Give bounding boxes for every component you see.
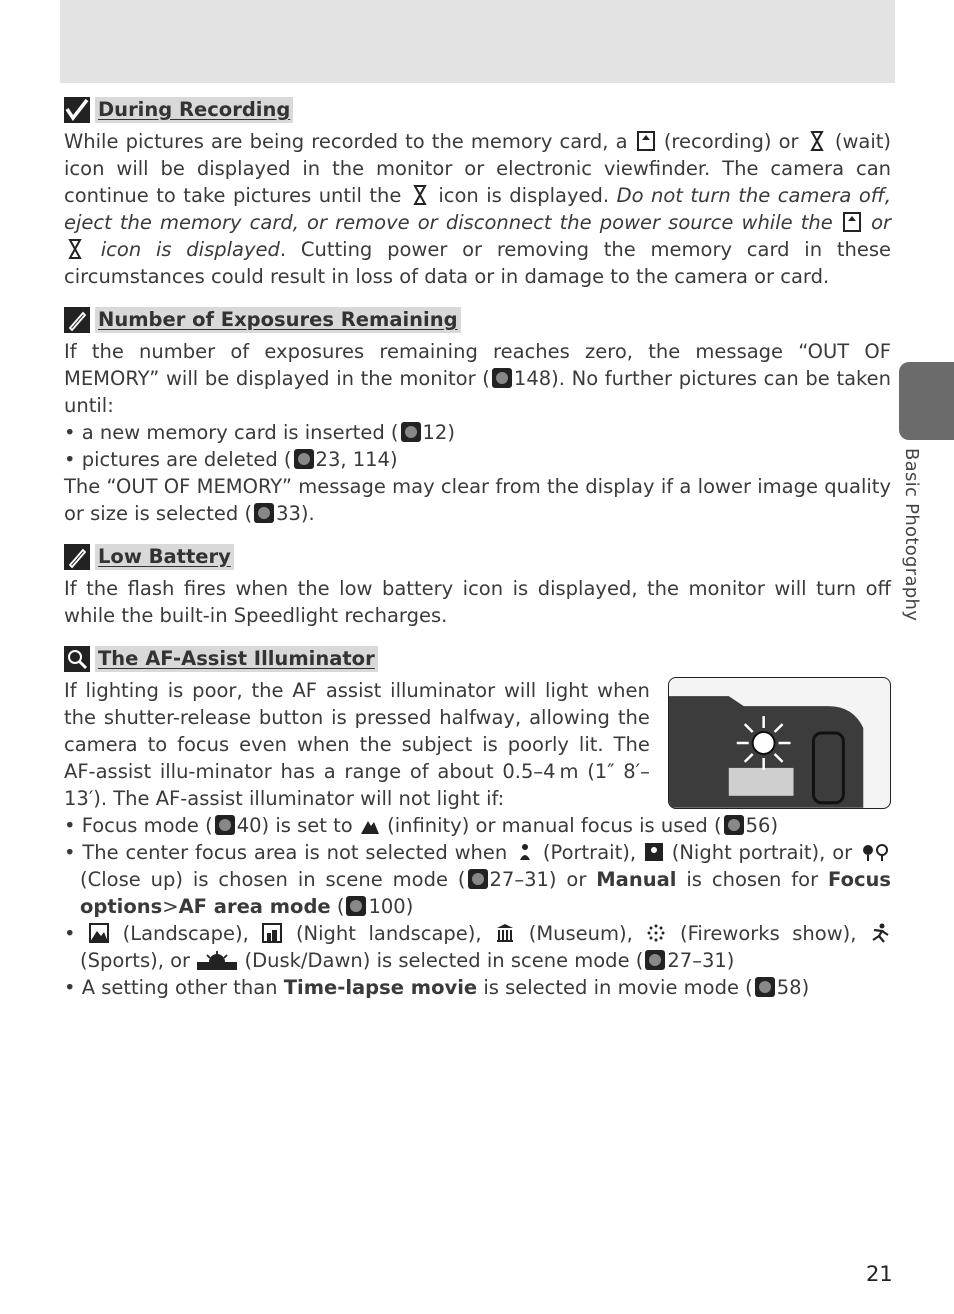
portrait-icon <box>515 842 535 862</box>
chapter-tab <box>899 362 954 440</box>
close-up-icon <box>860 842 890 862</box>
page-reference-icon <box>254 503 274 523</box>
hourglass-icon <box>807 131 827 151</box>
fireworks-icon <box>646 923 666 943</box>
night-landscape-icon <box>262 923 282 943</box>
page-reference-icon <box>724 815 744 835</box>
section-during-recording <box>64 96 891 290</box>
infinity-mountain-icon <box>360 815 380 835</box>
exposures-note: The “OUT OF MEMORY” message may clear from the display if a lower image quality or size is selected ( 33). <box>64 475 891 525</box>
page-content <box>64 96 891 1017</box>
night-portrait-icon <box>644 842 664 862</box>
list-item: • Focus mode ( 40) is set to (infinity) or manual focus is used ( 56) <box>64 814 779 837</box>
section-low-battery <box>64 543 891 629</box>
af-paragraph: If lighting is poor, the AF assist illuminator will light when the shutter-release button is pressed halfway, allowing the camera to focus even when the subject is poorly lit. The AF-assist illu-minator has a range of about 0.5–4 m (1″ 8′–13′). The AF-assist illuminator will not light if: <box>64 679 650 810</box>
exposures-paragraph: If the number of exposures remaining reaches zero, the message “OUT OF MEMORY” will be displayed in the monitor ( 148). No further pictures can be taken until: <box>64 340 891 417</box>
section-title: During Recording <box>95 97 293 123</box>
sports-icon <box>870 923 890 943</box>
page-number: 21 <box>866 1262 893 1286</box>
hourglass-icon <box>65 239 85 259</box>
page-reference-icon <box>755 977 775 997</box>
section-af-assist <box>64 645 891 1001</box>
recording-paragraph: While pictures are being recorded to the memory card, a (recording) or (wait) icon will be displayed in the monitor or electronic viewfinder. The camera can continue to take pictures until the icon is displayed. Do not turn the camera off, eject the memory card, or remove or disconnect the power source while the or icon is displayed. Cutting power or removing the memory card in these circumstances could result in loss of data or in damage to the camera or card. <box>64 130 892 288</box>
page-reference-icon <box>645 950 665 970</box>
battery-paragraph: If the flash fires when the low battery icon is displayed, the monitor will turn off while the built-in Speedlight recharges. <box>64 577 891 627</box>
hourglass-icon <box>410 185 430 205</box>
magnifier-icon <box>64 646 90 672</box>
page-reference-icon <box>294 449 314 469</box>
section-heading <box>64 306 891 334</box>
note-pencil-icon <box>64 307 90 333</box>
list-item: • a new memory card is inserted ( 12) <box>64 421 455 444</box>
section-title: Number of Exposures Remaining <box>95 307 461 333</box>
page-reference-icon <box>492 368 512 388</box>
section-exposures-remaining <box>64 306 891 527</box>
note-pencil-icon <box>64 544 90 570</box>
list-item: • pictures are deleted ( 23, 114) <box>64 448 398 471</box>
header-bar <box>60 0 895 83</box>
chapter-label-text: Basic Photography <box>901 448 922 622</box>
list-item: • The center focus area is not selected when (Portrait), (Night portrait), or (Close up) is chosen in scene mode ( 27–31) or Manual is chosen for Focus options>AF area mode ( 100) <box>64 841 892 918</box>
dusk-dawn-icon <box>197 950 237 970</box>
recording-icon <box>842 212 862 232</box>
checkmark-icon <box>64 97 90 123</box>
page-reference-icon <box>215 815 235 835</box>
list-item: • A setting other than Time-lapse movie is selected in movie mode ( 58) <box>64 976 810 999</box>
section-heading <box>64 543 891 571</box>
section-title: Low Battery <box>95 544 234 570</box>
section-heading <box>64 645 891 673</box>
list-item: • (Landscape), (Night landscape), (Museum), (Fireworks show), (Sports), or (Dusk/Dawn) is selected in scene mode ( 27–31) <box>64 920 891 974</box>
page-reference-icon <box>468 869 488 889</box>
af-illuminator-illustration <box>668 677 891 809</box>
section-title: The AF-Assist Illuminator <box>95 646 378 672</box>
chapter-label <box>899 448 925 638</box>
landscape-icon <box>89 923 109 943</box>
section-heading <box>64 96 891 124</box>
page-reference-icon <box>346 896 366 916</box>
page-reference-icon <box>401 422 421 442</box>
af-intro <box>64 677 891 812</box>
recording-icon <box>636 131 656 151</box>
museum-icon <box>495 923 515 943</box>
